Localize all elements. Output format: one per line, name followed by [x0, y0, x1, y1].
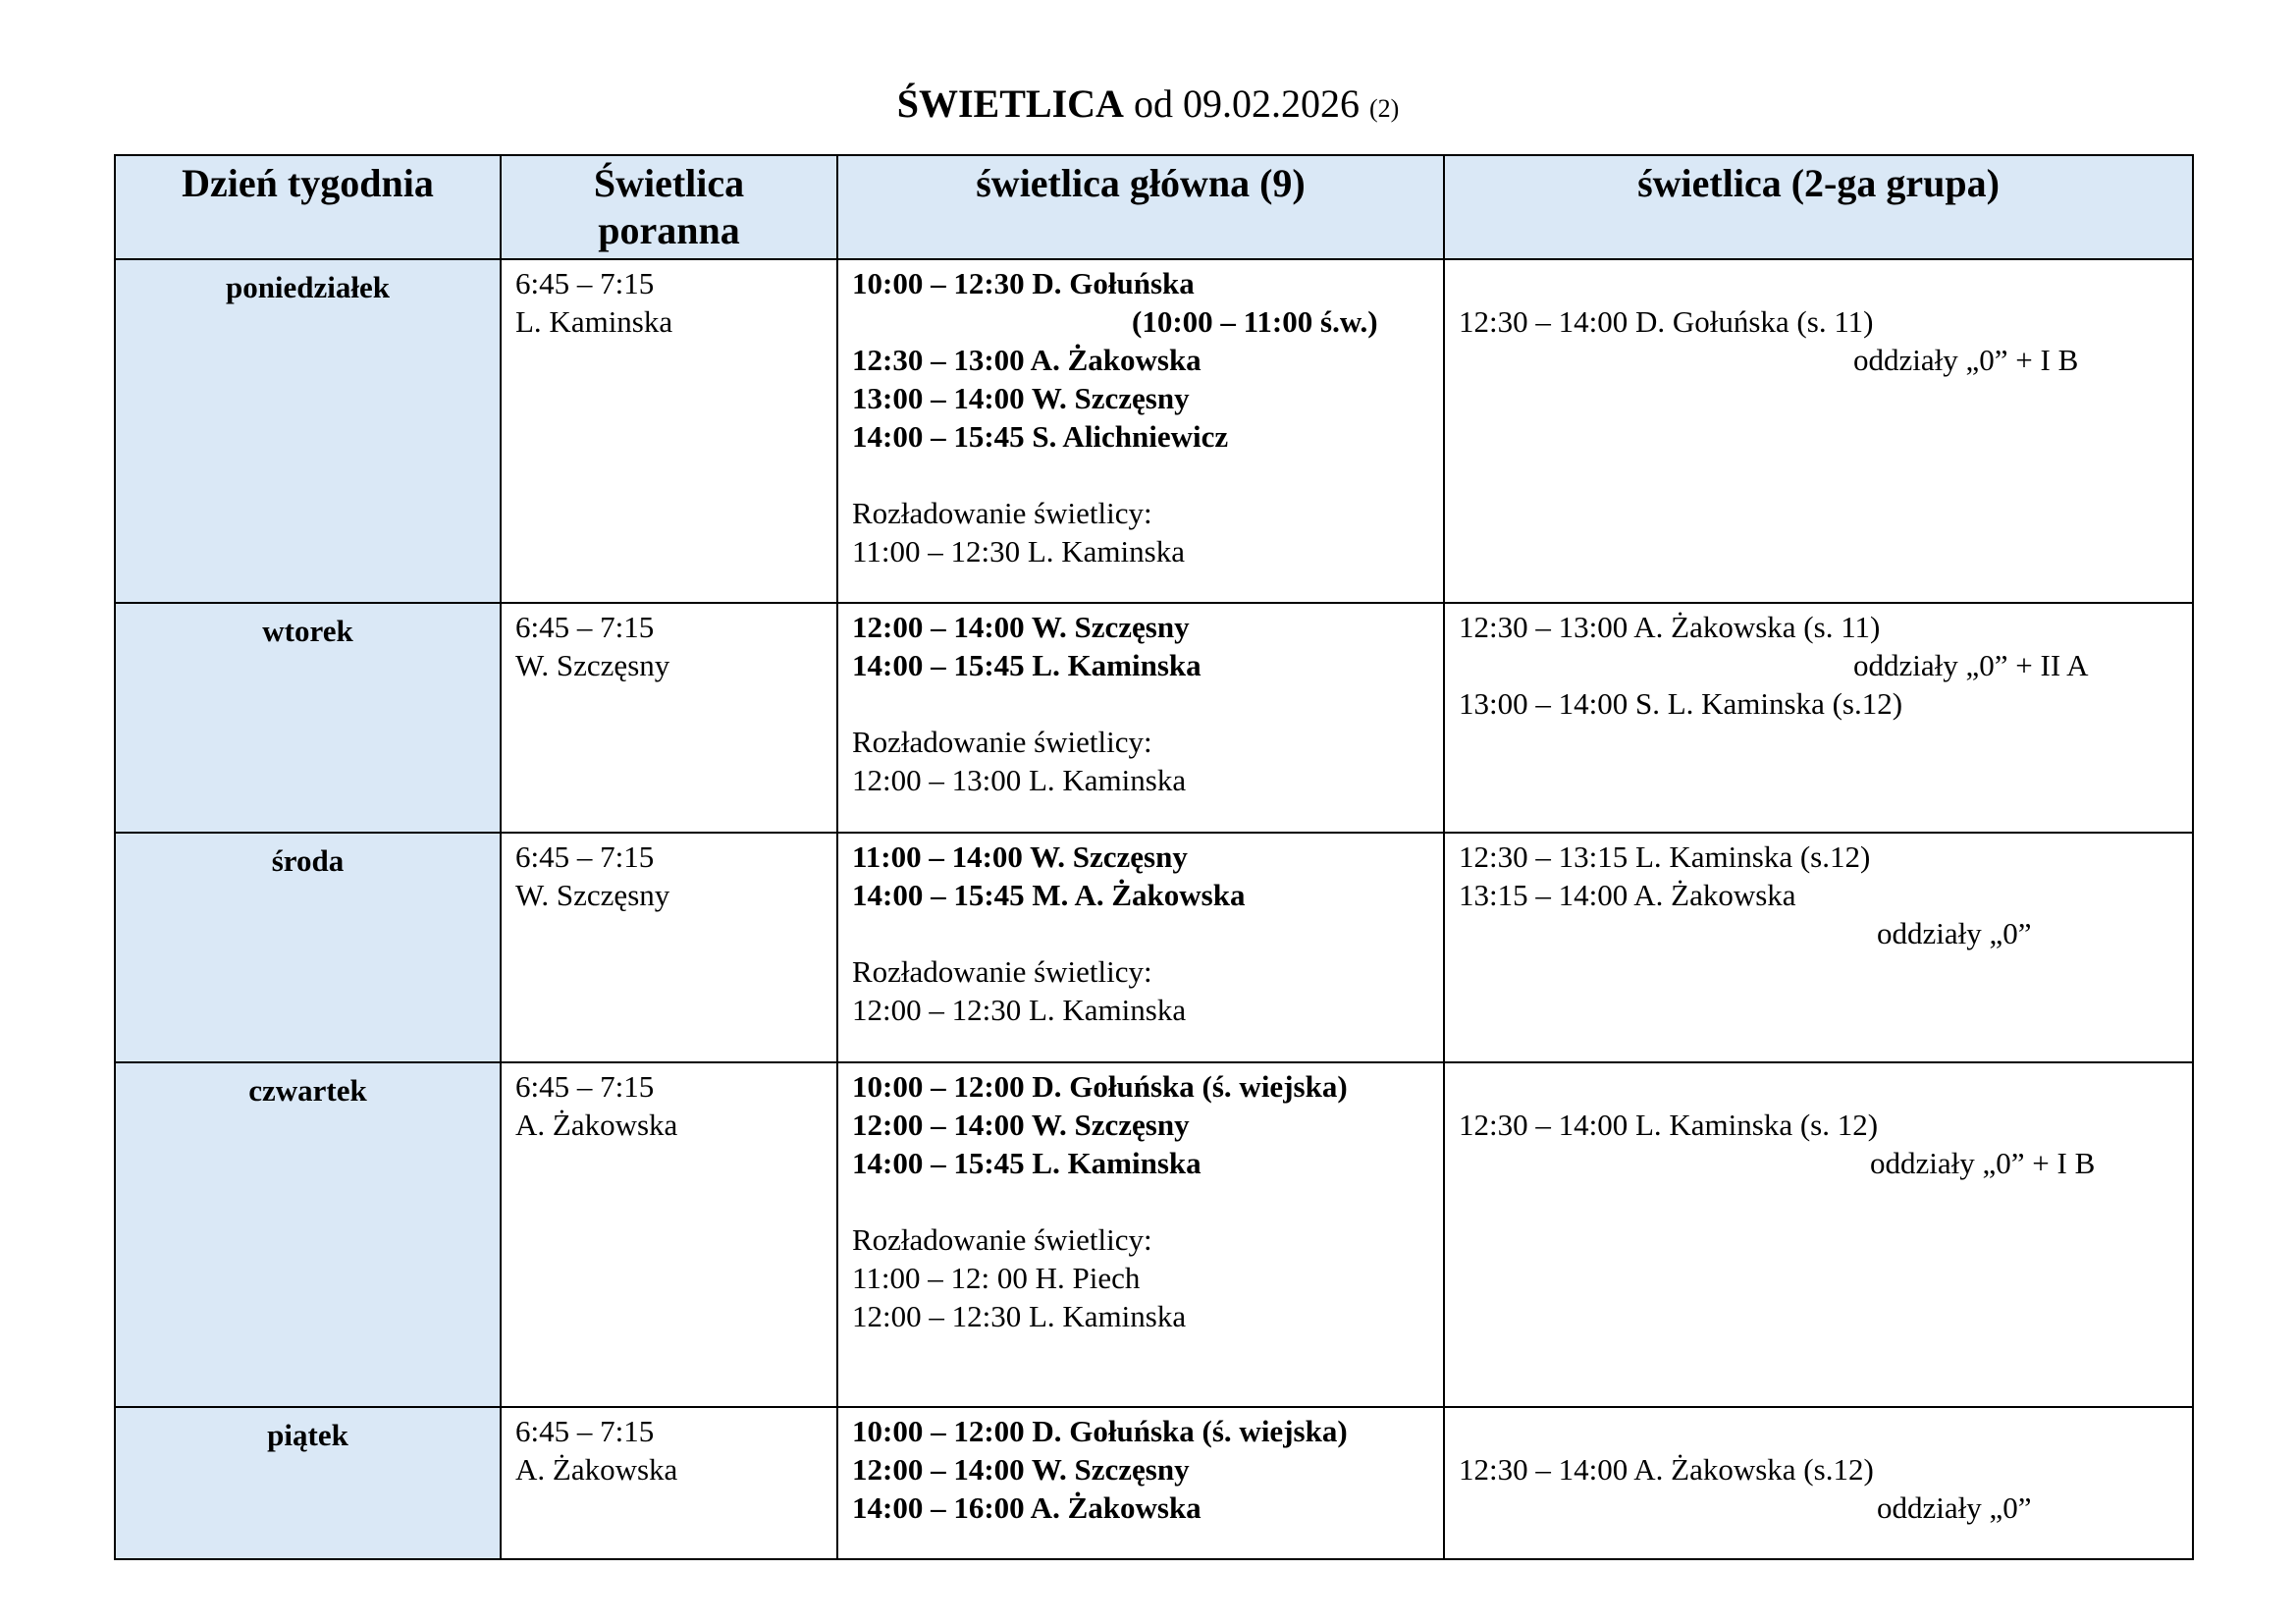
second-cell [1444, 1407, 2193, 1559]
page-title [0, 77, 2296, 136]
main-cell [837, 603, 1444, 833]
morning-cell [501, 603, 837, 833]
second-entry: 12:30 – 14:00 A. Żakowska (s.12) [1459, 1452, 1874, 1487]
table-row [115, 603, 2193, 833]
day-cell: poniedziałek [115, 259, 501, 603]
second-groups: oddziały „0” [1877, 1490, 2032, 1525]
morning-teacher: L. Kaminska [515, 304, 673, 339]
morning-time: 6:45 – 7:15 [515, 1414, 655, 1448]
header-morning-line-2: poranna [598, 208, 740, 252]
day-cell: piątek [115, 1407, 501, 1559]
unloading-label: Rozładowanie świetlicy: [852, 954, 1152, 989]
unloading-entry: 12:00 – 12:30 L. Kaminska [852, 993, 1187, 1027]
main-entry: 12:00 – 14:00 W. Szczęsny [852, 1108, 1190, 1142]
second-entry: 12:30 – 13:00 A. Żakowska (s. 11) [1459, 610, 1881, 644]
header-second: świetlica (2-ga grupa) [1444, 155, 2193, 259]
day-cell: czwartek [115, 1062, 501, 1407]
day-cell: środa [115, 833, 501, 1062]
title-rest: od 09.02.2026 [1123, 81, 1369, 126]
header-morning [501, 155, 837, 259]
main-entry: 12:00 – 14:00 W. Szczęsny [852, 610, 1190, 644]
table-row [115, 259, 2193, 603]
unloading-entry: 12:00 – 13:00 L. Kaminska [852, 763, 1187, 797]
second-entry: 13:15 – 14:00 A. Żakowska [1459, 878, 1796, 912]
unloading-label: Rozładowanie świetlicy: [852, 496, 1152, 530]
main-entry-note: (10:00 – 11:00 ś.w.) [1132, 304, 1378, 339]
main-entry: 10:00 – 12:00 D. Gołuńska (ś. wiejska) [852, 1414, 1348, 1448]
unloading-label: Rozładowanie świetlicy: [852, 725, 1152, 759]
main-entry: 14:00 – 15:45 M. A. Żakowska [852, 878, 1246, 912]
schedule-table [114, 154, 2194, 1560]
header-main: świetlica główna (9) [837, 155, 1444, 259]
morning-teacher: W. Szczęsny [515, 878, 670, 912]
main-entry: 12:00 – 14:00 W. Szczęsny [852, 1452, 1190, 1487]
second-entry: 12:30 – 14:00 D. Gołuńska (s. 11) [1459, 304, 1874, 339]
title-note: (2) [1368, 94, 1400, 123]
main-entry: 10:00 – 12:00 D. Gołuńska (ś. wiejska) [852, 1069, 1348, 1104]
main-entry: 14:00 – 15:45 S. Alichniewicz [852, 419, 1229, 454]
table-row [115, 1062, 2193, 1407]
second-cell [1444, 833, 2193, 1062]
day-cell: wtorek [115, 603, 501, 833]
main-entry: 14:00 – 15:45 L. Kaminska [852, 1146, 1201, 1180]
table-row [115, 1407, 2193, 1559]
main-entry: 14:00 – 16:00 A. Żakowska [852, 1490, 1201, 1525]
main-cell [837, 833, 1444, 1062]
title-main: ŚWIETLICA [896, 81, 1124, 126]
morning-teacher: A. Żakowska [515, 1452, 678, 1487]
second-cell [1444, 259, 2193, 603]
table-row [115, 833, 2193, 1062]
main-entry: 14:00 – 15:45 L. Kaminska [852, 648, 1201, 682]
second-cell [1444, 1062, 2193, 1407]
unloading-entry: 12:00 – 12:30 L. Kaminska [852, 1299, 1187, 1333]
morning-cell [501, 1062, 837, 1407]
main-entry: 12:30 – 13:00 A. Żakowska [852, 343, 1201, 377]
morning-teacher: W. Szczęsny [515, 648, 670, 682]
main-cell [837, 259, 1444, 603]
morning-time: 6:45 – 7:15 [515, 839, 655, 874]
unloading-label: Rozładowanie świetlicy: [852, 1222, 1152, 1257]
morning-teacher: A. Żakowska [515, 1108, 678, 1142]
main-cell [837, 1062, 1444, 1407]
morning-time: 6:45 – 7:15 [515, 610, 655, 644]
main-entry: 11:00 – 14:00 W. Szczęsny [852, 839, 1188, 874]
main-entry: 13:00 – 14:00 W. Szczęsny [852, 381, 1190, 415]
second-groups: oddziały „0” [1877, 916, 2032, 950]
second-groups: oddziały „0” + I B [1870, 1146, 2096, 1180]
main-cell [837, 1407, 1444, 1559]
second-groups: oddziały „0” + II A [1853, 648, 2089, 682]
morning-time: 6:45 – 7:15 [515, 266, 655, 300]
second-cell [1444, 603, 2193, 833]
morning-cell [501, 1407, 837, 1559]
second-entry: 13:00 – 14:00 S. L. Kaminska (s.12) [1459, 686, 1903, 721]
second-entry: 12:30 – 14:00 L. Kaminska (s. 12) [1459, 1108, 1879, 1142]
unloading-entry: 11:00 – 12:30 L. Kaminska [852, 534, 1185, 568]
second-groups: oddziały „0” + I B [1853, 343, 2079, 377]
morning-cell [501, 259, 837, 603]
unloading-entry: 11:00 – 12: 00 H. Piech [852, 1261, 1141, 1295]
header-morning-line-1: Świetlica [593, 161, 745, 205]
header-day: Dzień tygodnia [115, 155, 501, 259]
header-row [115, 155, 2193, 259]
morning-time: 6:45 – 7:15 [515, 1069, 655, 1104]
main-entry: 10:00 – 12:30 D. Gołuńska [852, 266, 1195, 300]
second-entry: 12:30 – 13:15 L. Kaminska (s.12) [1459, 839, 1871, 874]
morning-cell [501, 833, 837, 1062]
